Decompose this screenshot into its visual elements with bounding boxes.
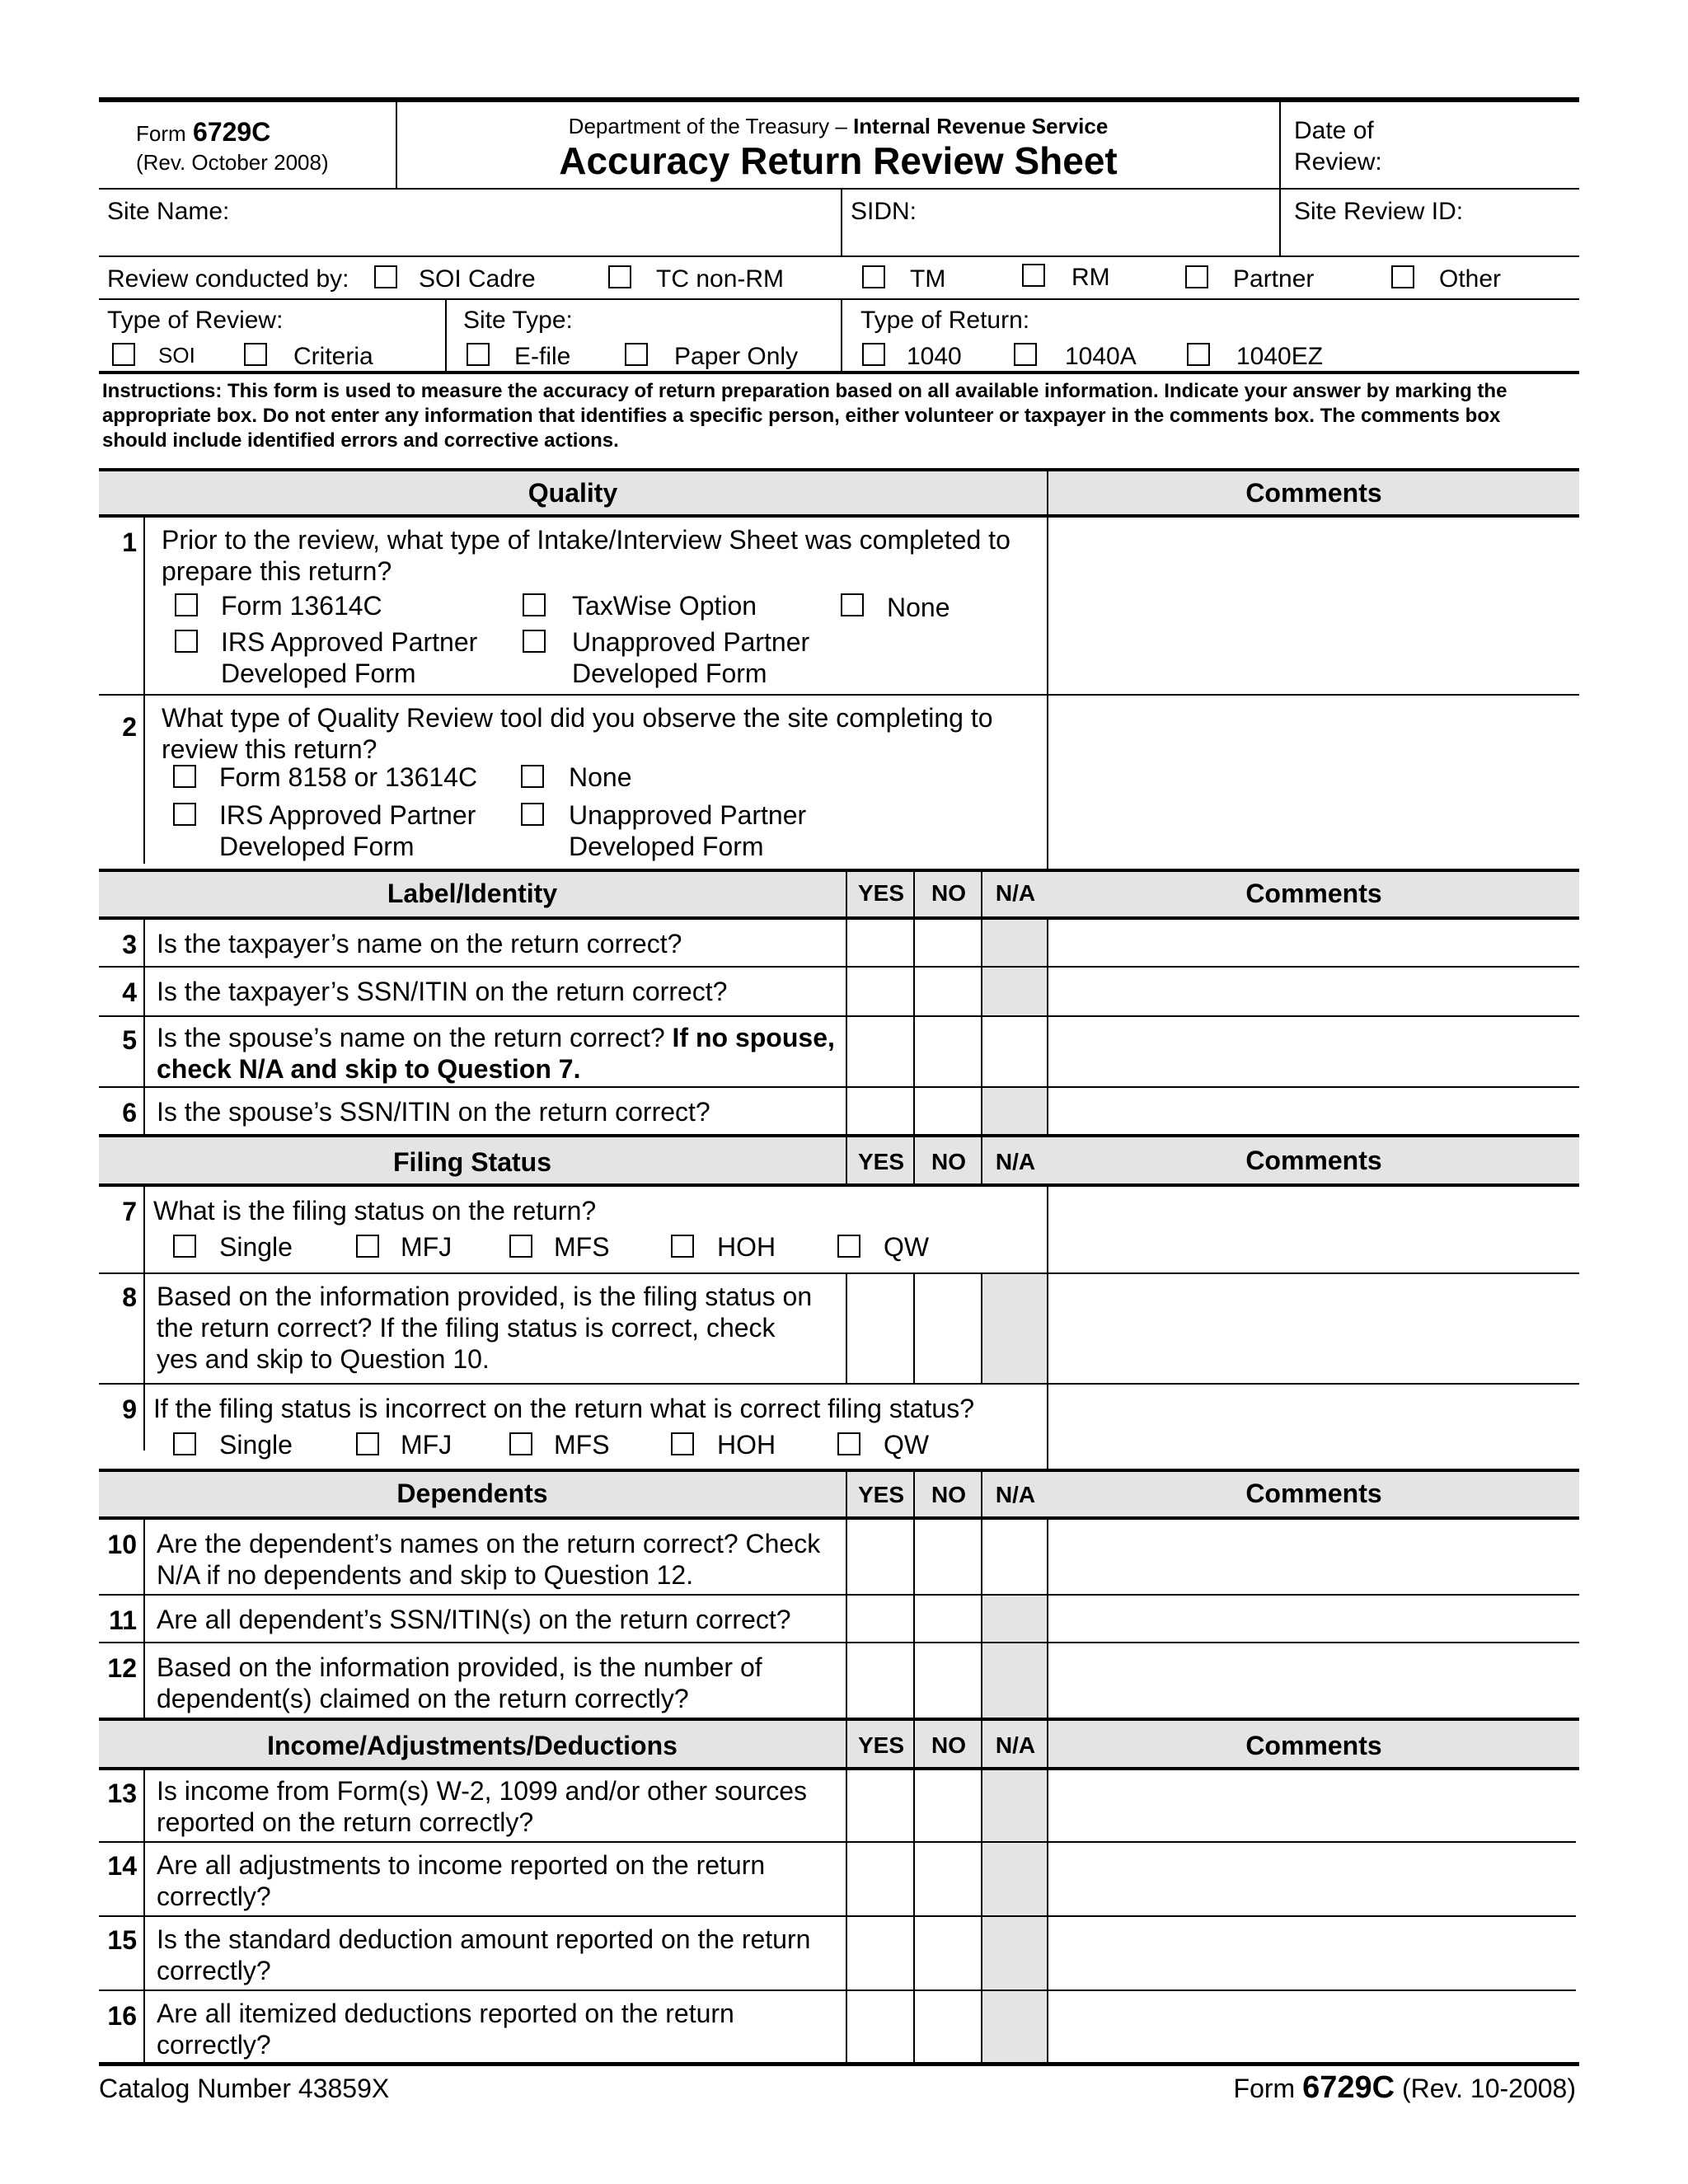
q9-option-qw: QW	[884, 1430, 930, 1460]
q9-option-single: Single	[219, 1430, 293, 1460]
checkbox-criteria[interactable]	[244, 343, 267, 366]
section-dependents: Dependents	[396, 1479, 548, 1508]
footer-form-number: 6729C	[1302, 2070, 1395, 2105]
col-yes-label-fs: YES	[857, 1149, 905, 1174]
section-quality: Quality	[528, 478, 618, 508]
checkbox-soi-cadre[interactable]	[374, 265, 397, 288]
q1-option-unapproved-line2: Developed Form	[572, 658, 767, 688]
form-number-line	[136, 117, 270, 148]
option-1040: 1040	[907, 343, 962, 370]
q8-number: 8	[122, 1282, 137, 1312]
page-title: Accuracy Return Review Sheet	[559, 139, 1118, 182]
checkbox-1040a[interactable]	[1014, 343, 1037, 366]
q1-checkbox-taxwise[interactable]	[523, 593, 546, 616]
q11-text: Are all dependent’s SSN/ITIN(s) on the return correct?	[157, 1605, 791, 1634]
q7-option-hoh: HOH	[717, 1232, 776, 1262]
checkbox-tc-non-rm[interactable]	[608, 265, 631, 288]
q9-checkbox-mfj[interactable]	[356, 1432, 379, 1455]
q7-option-mfs: MFS	[554, 1232, 610, 1262]
type-of-return-label: Type of Return:	[860, 307, 1030, 334]
q1-option-none: None	[887, 593, 950, 622]
q7-option-single: Single	[219, 1232, 293, 1262]
q8-text: Based on the information provided, is the filing status on the return correct? If the filing status is correct, check yes and skip to Question 10.	[157, 1282, 813, 1374]
q2-option-unapproved-line2: Developed Form	[569, 832, 764, 861]
q7-checkbox-mfs[interactable]	[509, 1235, 532, 1258]
sidn-field[interactable]: SIDN:	[851, 198, 917, 225]
q7-option-qw: QW	[884, 1232, 930, 1262]
comments-header-quality: Comments	[1245, 478, 1382, 508]
date-of-review-box[interactable]	[1281, 102, 1579, 188]
q12-number: 12	[107, 1653, 137, 1683]
q9-option-mfj: MFJ	[401, 1430, 452, 1460]
q1-option-irs-approved-line2: Developed Form	[221, 658, 416, 688]
q13-text: Is income from Form(s) W-2, 1099 and/or other sources reported on the return correctly?	[157, 1776, 808, 1837]
col-no-label-fs: NO	[931, 1149, 966, 1174]
q3-number: 3	[122, 930, 137, 959]
option-paper-only: Paper Only	[674, 343, 799, 370]
col-na-label-inc: N/A	[995, 1732, 1036, 1758]
q6-number: 6	[122, 1098, 137, 1127]
date-label-2: Review:	[1294, 148, 1382, 176]
q2-text: What type of Quality Review tool did you observe the site completing to review this return?	[162, 703, 993, 764]
col-no-label-inc: NO	[931, 1732, 966, 1758]
option-tm: TM	[910, 265, 946, 293]
footer-revision: (Rev. 10-2008)	[1401, 2074, 1576, 2103]
q10-number: 10	[107, 1530, 137, 1559]
option-rm: RM	[1071, 264, 1110, 291]
form-word: Form	[136, 121, 186, 146]
col-na-label-dep: N/A	[995, 1482, 1036, 1507]
form-title-box	[397, 102, 1281, 188]
q7-option-mfj: MFJ	[401, 1232, 452, 1262]
form-number: 6729C	[193, 117, 271, 147]
option-soi: SOI	[158, 343, 195, 368]
option-partner: Partner	[1233, 265, 1315, 293]
q5-text-main: Is the spouse’s name on the return correct?	[157, 1023, 673, 1052]
q15-text: Is the standard deduction amount reported on the return correctly?	[157, 1924, 811, 1985]
q9-number: 9	[122, 1394, 137, 1424]
q7-number: 7	[122, 1197, 137, 1226]
q1-text: Prior to the review, what type of Intake/Interview Sheet was completed to prepare this return?	[162, 525, 1010, 586]
col-yes-label: YES	[857, 880, 905, 906]
q1-option-unapproved: Unapproved Partner	[572, 627, 810, 657]
col-no-label: NO	[931, 880, 966, 906]
col-na-label: N/A	[995, 880, 1036, 906]
q2-option-form-8158: Form 8158 or 13614C	[219, 762, 478, 792]
q5-text-instruction: If no spouse, check N/A and skip to Question 7.	[157, 1023, 835, 1084]
q1-checkbox-irs-approved[interactable]	[175, 630, 198, 653]
q1-checkbox-unapproved[interactable]	[523, 630, 546, 653]
checkbox-soi[interactable]	[112, 343, 135, 366]
q2-checkbox-irs-approved[interactable]	[173, 803, 196, 826]
review-conducted-label: Review conducted by:	[107, 265, 349, 293]
q4-text: Is the taxpayer’s SSN/ITIN on the return correct?	[157, 977, 728, 1006]
option-1040ez: 1040EZ	[1236, 343, 1324, 370]
q6-text: Is the spouse’s SSN/ITIN on the return correct?	[157, 1097, 710, 1127]
q7-text: What is the filing status on the return?	[153, 1196, 597, 1226]
instructions: Instructions: This form is used to measure the accuracy of return preparation based on all available information. Indicate your answer by marking the appropriate box. Do not enter any information that identifies a specific person, either volunteer or taxpayer in the comments box. The comments box should include identified errors and corrective actions.	[102, 380, 1507, 452]
department-line	[397, 114, 1279, 139]
checkbox-rm[interactable]	[1022, 264, 1045, 287]
form-header	[99, 102, 1579, 188]
checkbox-tm[interactable]	[862, 265, 885, 288]
option-efile: E-file	[514, 343, 571, 370]
q4-number: 4	[122, 977, 137, 1007]
q5-number: 5	[122, 1025, 137, 1055]
checkbox-efile[interactable]	[467, 343, 490, 366]
checkbox-1040[interactable]	[862, 343, 885, 366]
q9-checkbox-hoh[interactable]	[671, 1432, 694, 1455]
q7-checkbox-hoh[interactable]	[671, 1235, 694, 1258]
q7-checkbox-mfj[interactable]	[356, 1235, 379, 1258]
q12-text: Based on the information provided, is the number of dependent(s) claimed on the return correctly?	[157, 1652, 762, 1713]
site-type-label: Site Type:	[463, 307, 573, 334]
q16-number: 16	[107, 2001, 137, 2031]
comments-header-filing: Comments	[1245, 1146, 1382, 1175]
q2-option-irs-approved-line2: Developed Form	[219, 832, 415, 861]
option-criteria: Criteria	[293, 343, 373, 370]
col-na-label-fs: N/A	[995, 1149, 1036, 1174]
section-filing-status: Filing Status	[393, 1147, 551, 1177]
q7-checkbox-single[interactable]	[173, 1235, 196, 1258]
form-revision: (Rev. October 2008)	[136, 150, 329, 175]
q1-checkbox-form-13614c[interactable]	[175, 593, 198, 616]
q9-checkbox-qw[interactable]	[837, 1432, 860, 1455]
q1-option-form-13614c: Form 13614C	[221, 591, 382, 621]
q2-checkbox-form-8158[interactable]	[173, 765, 196, 788]
q9-option-mfs: MFS	[554, 1430, 610, 1460]
comments-header-income: Comments	[1245, 1731, 1382, 1760]
checkbox-1040ez[interactable]	[1187, 343, 1210, 366]
q2-number: 2	[122, 712, 137, 742]
footer-form-id	[1234, 2070, 1576, 2106]
option-1040a: 1040A	[1065, 343, 1137, 370]
q2-option-unapproved: Unapproved Partner	[569, 800, 807, 830]
form-id-box	[99, 102, 397, 188]
q9-checkbox-mfs[interactable]	[509, 1432, 532, 1455]
q9-checkbox-single[interactable]	[173, 1432, 196, 1455]
q9-text: If the filing status is incorrect on the return what is correct filing status?	[153, 1394, 974, 1423]
q1-option-taxwise: TaxWise Option	[572, 591, 757, 621]
type-of-review-label: Type of Review:	[107, 307, 284, 334]
col-yes-label-inc: YES	[857, 1732, 905, 1758]
q3-text: Is the taxpayer’s name on the return correct?	[157, 929, 682, 958]
date-label-1: Date of	[1294, 117, 1374, 144]
q1-option-irs-approved: IRS Approved Partner	[221, 627, 478, 657]
q1-checkbox-none[interactable]	[841, 593, 864, 616]
q14-number: 14	[107, 1851, 137, 1881]
option-other: Other	[1439, 265, 1502, 293]
site-review-id-field[interactable]: Site Review ID:	[1294, 198, 1464, 225]
q2-option-none: None	[569, 762, 632, 792]
q15-number: 15	[107, 1925, 137, 1955]
q11-number: 11	[109, 1605, 137, 1635]
section-income: Income/Adjustments/Deductions	[267, 1731, 678, 1760]
checkbox-partner[interactable]	[1185, 265, 1208, 288]
agency: Internal Revenue Service	[853, 114, 1109, 138]
q14-text: Are all adjustments to income reported on the return correctly?	[157, 1850, 766, 1911]
checkbox-other[interactable]	[1391, 265, 1414, 288]
q7-checkbox-qw[interactable]	[837, 1235, 860, 1258]
site-name-field[interactable]: Site Name:	[107, 198, 230, 225]
q2-checkbox-none[interactable]	[521, 765, 544, 788]
col-no-label-dep: NO	[931, 1482, 966, 1507]
q10-text: Are the dependent’s names on the return correct? Check N/A if no dependents and skip to Question 12.	[157, 1529, 821, 1590]
q9-option-hoh: HOH	[717, 1430, 776, 1460]
q2-checkbox-unapproved[interactable]	[521, 803, 544, 826]
comments-header-label: Comments	[1245, 879, 1382, 908]
q2-option-irs-approved: IRS Approved Partner	[219, 800, 476, 830]
checkbox-paper-only[interactable]	[625, 343, 648, 366]
option-soi-cadre: SOI Cadre	[419, 265, 536, 293]
footer-form-word: Form	[1233, 2074, 1296, 2103]
comments-header-dependents: Comments	[1245, 1479, 1382, 1508]
col-yes-label-dep: YES	[857, 1482, 905, 1507]
catalog-number: Catalog Number 43859X	[99, 2074, 390, 2103]
q5-text	[157, 1022, 841, 1085]
department: Department of the Treasury –	[568, 114, 854, 138]
section-label-identity: Label/Identity	[387, 879, 558, 908]
option-tc-non-rm: TC non-RM	[656, 265, 785, 293]
q1-number: 1	[122, 527, 137, 557]
q13-number: 13	[107, 1779, 137, 1808]
q16-text: Are all itemized deductions reported on the return correctly?	[157, 1999, 734, 2060]
